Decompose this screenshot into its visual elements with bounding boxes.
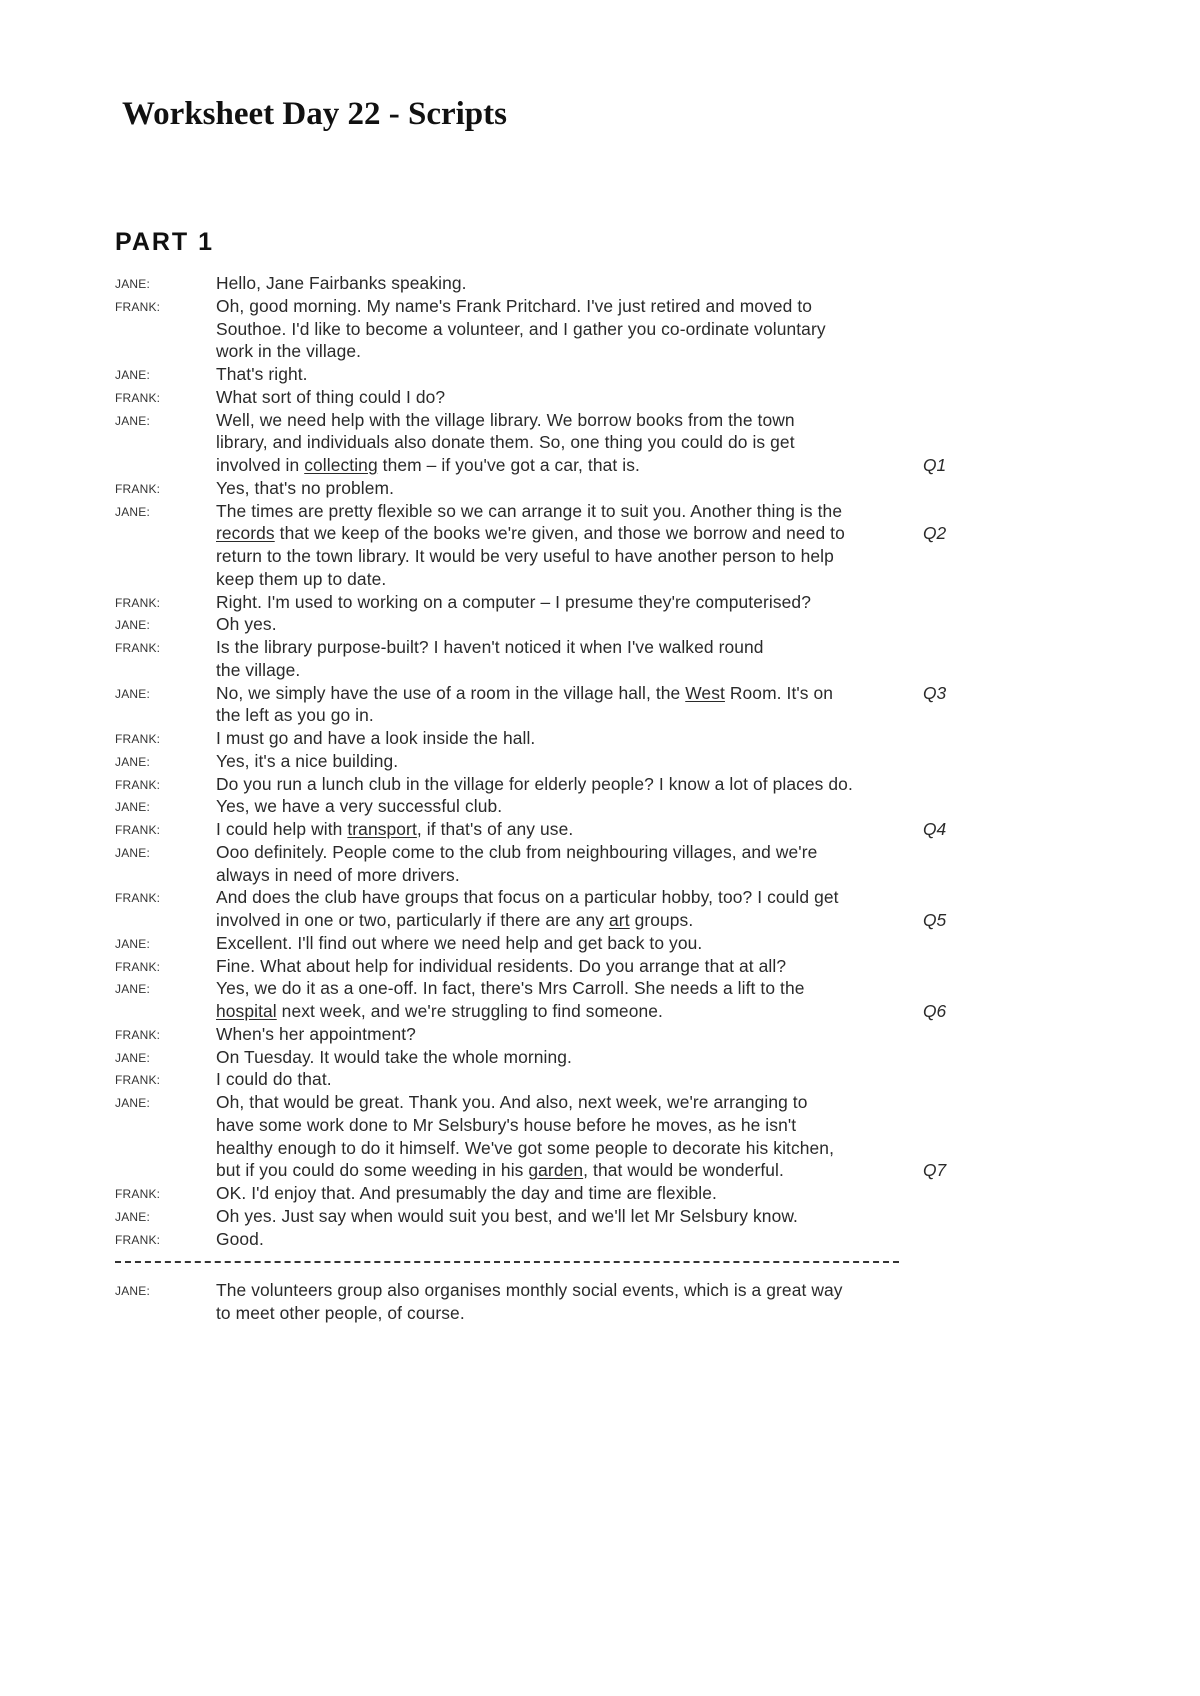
dialogue-text <box>216 386 445 408</box>
dialogue-text <box>216 1182 717 1204</box>
speaker-label: JANE: <box>115 277 151 291</box>
text-segment: the village. <box>216 659 301 680</box>
speaker-label: FRANK: <box>115 1073 161 1088</box>
dialogue-text <box>216 1137 834 1159</box>
dialogue-line <box>115 500 955 523</box>
text-segment: No, we simply have the use of a room in the village hall, the <box>216 682 686 703</box>
speaker-label: FRANK: <box>115 641 161 655</box>
answer-underlined: garden <box>528 1160 584 1181</box>
text-segment: keep them up to date. <box>216 568 387 589</box>
dialogue-line <box>115 522 955 545</box>
speaker-label: FRANK: <box>115 959 161 974</box>
dialogue-text <box>216 1114 796 1136</box>
text-segment: that we keep of the books we're given, and those we borrow and need to <box>274 523 845 544</box>
text-segment: work in the village. <box>216 341 362 362</box>
dialogue-line <box>115 841 955 864</box>
speaker-label: FRANK: <box>115 1187 161 1201</box>
dialogue-line <box>115 818 955 841</box>
section-divider <box>115 1250 899 1273</box>
dialogue-line <box>115 750 955 773</box>
question-marker: Q2 <box>923 523 947 544</box>
speaker-label: JANE: <box>115 800 151 815</box>
dialogue-line <box>115 1000 955 1023</box>
speaker-label: FRANK: <box>115 299 161 314</box>
dialogue-text <box>216 1205 798 1227</box>
speaker-label: JANE: <box>115 504 151 519</box>
dialogue-text <box>216 591 811 613</box>
dialogue-text <box>216 864 460 886</box>
dialogue-line <box>115 363 955 386</box>
text-segment: When's her appointment? <box>216 1023 416 1044</box>
speaker-label: FRANK: <box>115 390 161 405</box>
dialogue-text <box>216 409 795 431</box>
dialogue-line <box>115 932 955 955</box>
dialogue-line <box>115 1068 955 1091</box>
dialogue-text <box>216 704 374 726</box>
answer-underlined: hospital <box>216 1001 277 1021</box>
dialogue-text <box>216 1046 572 1068</box>
text-segment: have some work done to Mr Selsbury's house before he moves, as he isn't <box>216 1114 797 1135</box>
text-segment: them – if you've got a car, that is. <box>377 455 640 475</box>
dialogue-line <box>115 704 955 727</box>
dialogue-text <box>216 522 845 544</box>
dialogue-text <box>216 977 805 999</box>
speaker-label: JANE: <box>115 1050 151 1065</box>
text-segment: Good. <box>216 1228 264 1249</box>
dialogue-line <box>115 1023 955 1046</box>
text-segment: Oh yes. Just say when would suit you best, and we'll let Mr Selsbury know. <box>216 1205 798 1226</box>
dialogue-text <box>216 955 786 977</box>
text-segment: Fine. What about help for individual residents. Do you arrange that at all? <box>216 955 787 976</box>
part-heading: PART 1 <box>115 228 215 256</box>
dialogue-line <box>115 886 955 909</box>
dialogue-line <box>115 1091 955 1114</box>
answer-underlined: West <box>685 682 725 703</box>
dialogue-line <box>115 1182 955 1205</box>
dialogue-text <box>216 795 502 817</box>
divider-rule <box>115 1261 899 1263</box>
speaker-label: JANE: <box>115 982 151 997</box>
dialogue-text <box>216 818 573 840</box>
dialogue-line <box>115 1137 955 1160</box>
dialogue-line <box>115 1279 955 1302</box>
text-segment: Yes, it's a nice building. <box>216 750 399 771</box>
dialogue-line <box>115 1228 955 1251</box>
text-segment: , if that's of any use. <box>416 819 574 839</box>
text-segment: Well, we need help with the village library. We borrow books from the town <box>216 409 795 430</box>
text-segment: Yes, we have a very successful club. <box>216 796 503 817</box>
dialogue-text <box>216 295 812 317</box>
text-segment: always in need of more drivers. <box>216 864 460 885</box>
dialogue-line <box>115 1302 955 1325</box>
speaker-label: JANE: <box>115 618 151 633</box>
text-segment: Hello, Jane Fairbanks speaking. <box>216 273 467 293</box>
text-segment: Southoe. I'd like to become a volunteer, and I gather you co-ordinate voluntary <box>216 318 826 339</box>
dialogue-text <box>216 841 817 863</box>
speaker-label: JANE: <box>115 413 151 428</box>
dialogue-line <box>115 340 955 363</box>
text-segment: Is the library purpose-built? I haven't noticed it when I've walked round <box>216 637 764 657</box>
speaker-label: FRANK: <box>115 1027 161 1042</box>
dialogue-text <box>216 477 394 499</box>
dialogue-text <box>216 682 833 704</box>
dialogue-text <box>216 932 702 954</box>
dialogue-line <box>115 545 955 568</box>
text-segment: The volunteers group also organises monthly social events, which is a great way <box>216 1280 843 1300</box>
dialogue-line <box>115 477 955 500</box>
question-marker: Q5 <box>923 910 947 930</box>
dialogue-text <box>216 340 361 362</box>
dialogue-text <box>216 613 277 635</box>
text-segment: Excellent. I'll find out where we need help and get back to you. <box>216 932 703 953</box>
dialogue-text <box>216 363 308 385</box>
dialogue-text <box>216 454 640 476</box>
dialogue-line <box>115 1159 955 1182</box>
text-segment: return to the town library. It would be very useful to have another person to help <box>216 546 834 566</box>
speaker-label: JANE: <box>115 1096 151 1110</box>
text-segment: OK. I'd enjoy that. And presumably the day and time are flexible. <box>216 1183 717 1203</box>
dialogue-line <box>115 613 955 636</box>
text-segment: What sort of thing could I do? <box>216 386 446 407</box>
speaker-label: FRANK: <box>115 1232 161 1247</box>
dialogue-line <box>115 909 955 932</box>
dialogue-line <box>115 272 955 295</box>
speaker-label: JANE: <box>115 1284 151 1298</box>
dialogue-script <box>115 272 955 1325</box>
dialogue-line <box>115 864 955 887</box>
dialogue-line <box>115 682 955 705</box>
speaker-label: FRANK: <box>115 595 161 610</box>
answer-underlined: transport <box>347 819 417 839</box>
dialogue-text <box>216 1228 264 1250</box>
text-segment: I must go and have a look inside the hall. <box>216 728 536 748</box>
dialogue-line <box>115 1046 955 1069</box>
question-marker: Q6 <box>923 1001 947 1021</box>
text-segment: Yes, that's no problem. <box>216 477 395 498</box>
dialogue-text <box>216 1023 416 1045</box>
text-segment: Do you run a lunch club in the village for elderly people? I know a lot of places do. <box>216 773 853 794</box>
dialogue-text <box>216 659 300 681</box>
speaker-label: FRANK: <box>115 481 161 496</box>
text-segment: but if you could do some weeding in his <box>216 1160 529 1181</box>
dialogue-line <box>115 727 955 750</box>
speaker-label: FRANK: <box>115 732 161 746</box>
dialogue-line <box>115 1205 955 1228</box>
text-segment: Ooo definitely. People come to the club from neighbouring villages, and we're <box>216 841 818 862</box>
text-segment: next week, and we're struggling to find someone. <box>276 1001 663 1021</box>
text-segment: involved in <box>216 455 305 475</box>
dialogue-text <box>216 272 467 294</box>
dialogue-text <box>216 1091 808 1113</box>
text-segment: And does the club have groups that focus on a particular hobby, too? I could get <box>216 887 839 908</box>
dialogue-line <box>115 318 955 341</box>
speaker-label: JANE: <box>115 1209 151 1224</box>
speaker-label: JANE: <box>115 368 151 382</box>
text-segment: Oh, good morning. My name's Frank Pritchard. I've just retired and moved to <box>216 295 813 316</box>
dialogue-line <box>115 295 955 318</box>
dialogue-text <box>216 1279 843 1301</box>
speaker-label: FRANK: <box>115 891 161 906</box>
dialogue-line <box>115 454 955 477</box>
question-marker: Q3 <box>923 682 947 703</box>
text-segment: Yes, we do it as a one-off. In fact, there's Mrs Carroll. She needs a lift to the <box>216 978 805 999</box>
speaker-label: JANE: <box>115 936 151 951</box>
dialogue-line <box>115 795 955 818</box>
text-segment: The times are pretty flexible so we can arrange it to suit you. Another thing is the <box>216 500 843 521</box>
text-segment: Right. I'm used to working on a computer – I presume they're computerised? <box>216 591 811 612</box>
text-segment: involved in one or two, particularly if there are any <box>216 910 610 930</box>
text-segment: the left as you go in. <box>216 705 374 726</box>
dialogue-text <box>216 727 535 749</box>
text-segment: Oh, that would be great. Thank you. And also, next week, we're arranging to <box>216 1092 808 1112</box>
text-segment: On Tuesday. It would take the whole morning. <box>216 1046 572 1067</box>
dialogue-line <box>115 1114 955 1137</box>
dialogue-text <box>216 1000 663 1022</box>
text-segment: I could do that. <box>216 1069 332 1090</box>
dialogue-text <box>216 636 764 658</box>
answer-underlined: collecting <box>304 455 378 475</box>
speaker-label: JANE: <box>115 754 151 769</box>
text-segment: That's right. <box>216 364 308 384</box>
dialogue-line <box>115 409 955 432</box>
speaker-label: FRANK: <box>115 823 161 837</box>
text-segment: to meet other people, of course. <box>216 1302 465 1323</box>
dialogue-text <box>216 886 839 908</box>
text-segment: library, and individuals also donate them. So, one thing you could do is get <box>216 432 795 453</box>
dialogue-line <box>115 636 955 659</box>
question-marker: Q7 <box>923 1160 947 1181</box>
dialogue-line <box>115 431 955 454</box>
text-segment: groups. <box>629 910 694 930</box>
page-title: Worksheet Day 22 - Scripts <box>122 96 507 132</box>
dialogue-line <box>115 568 955 591</box>
text-segment: Oh yes. <box>216 614 277 635</box>
dialogue-text <box>216 909 693 931</box>
dialogue-line <box>115 977 955 1000</box>
answer-underlined: art <box>609 910 630 930</box>
question-marker: Q4 <box>923 819 947 839</box>
dialogue-line <box>115 591 955 614</box>
text-segment: , that would be wonderful. <box>583 1160 784 1181</box>
dialogue-line <box>115 659 955 682</box>
dialogue-line <box>115 773 955 796</box>
text-segment: I could help with <box>216 819 348 839</box>
dialogue-text <box>216 1068 332 1090</box>
dialogue-line <box>115 386 955 409</box>
speaker-label: FRANK: <box>115 777 161 792</box>
dialogue-text <box>216 545 834 567</box>
dialogue-text <box>216 773 853 795</box>
dialogue-text <box>216 500 842 522</box>
dialogue-text <box>216 568 386 590</box>
text-segment: Room. It's on <box>724 682 834 703</box>
dialogue-text <box>216 318 826 340</box>
dialogue-text <box>216 1159 784 1181</box>
dialogue-text <box>216 431 795 453</box>
speaker-label: JANE: <box>115 845 151 860</box>
dialogue-line <box>115 955 955 978</box>
answer-underlined: records <box>216 523 275 544</box>
question-marker: Q1 <box>923 455 947 475</box>
dialogue-text <box>216 1302 465 1324</box>
text-segment: healthy enough to do it himself. We've got some people to decorate his kitchen, <box>216 1137 835 1158</box>
speaker-label: JANE: <box>115 686 151 701</box>
dialogue-text <box>216 750 398 772</box>
